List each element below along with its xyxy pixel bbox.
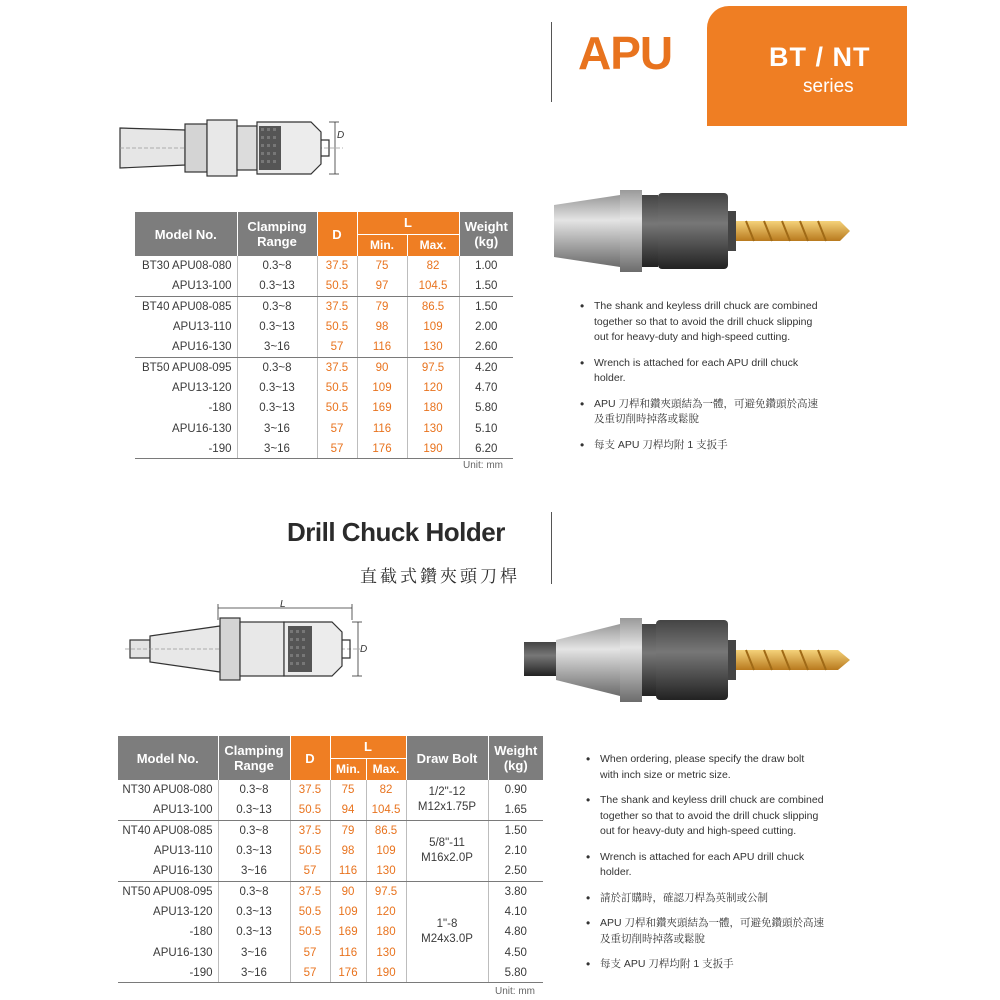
clamping-cell: 0.3~8: [218, 780, 290, 800]
model-cell: APU16-130: [118, 942, 218, 962]
l-max-cell: 130: [407, 337, 459, 357]
clamping-cell: 3~16: [237, 439, 317, 459]
l-min-cell: 79: [357, 297, 407, 317]
l-max-cell: 82: [407, 256, 459, 276]
model-cell: -180: [118, 922, 218, 942]
clamping-cell: 0.3~8: [218, 821, 290, 841]
bt-note-item: • The shank and keyless drill chuck are combined together so that to avoid the drill chuck slipping out for heavy-duty and high-speed cutting.: [578, 299, 818, 346]
model-cell: APU13-120: [135, 378, 237, 398]
d-cell: 57: [290, 963, 330, 983]
weight-cell: 4.50: [504, 946, 527, 959]
nt-technical-drawing: [120, 600, 380, 690]
table-row: [118, 881, 543, 901]
weight-cell: 2.60: [459, 337, 513, 357]
model-cell: BT50 APU08-095: [135, 357, 237, 377]
table-row: [135, 357, 513, 377]
weight-cell: 4.70: [475, 381, 498, 394]
model-cell: APU13-110: [135, 317, 237, 337]
table-row: [135, 297, 513, 317]
clamping-cell: 3~16: [218, 861, 290, 881]
d-cell: 50.5: [317, 276, 357, 296]
d-cell: 50.5: [290, 922, 330, 942]
clamping-cell: 3~16: [218, 942, 290, 962]
model-cell: APU13-120: [118, 902, 218, 922]
l-min-cell: 90: [330, 881, 366, 901]
clamping-cell: 0.3~13: [237, 276, 317, 296]
l-min-cell: 90: [357, 357, 407, 377]
d-cell: 57: [317, 439, 357, 459]
nt-product-photo: [520, 610, 860, 710]
nt-header-model: Model No.: [118, 736, 218, 780]
l-min-cell: 176: [357, 439, 407, 459]
l-min-cell: 116: [357, 418, 407, 438]
model-cell: BT30 APU08-080: [135, 256, 237, 276]
brand-title: APU: [578, 27, 673, 79]
d-cell: 37.5: [290, 881, 330, 901]
clamping-cell: 0.3~8: [218, 881, 290, 901]
clamping-cell: 3~16: [237, 337, 317, 357]
d-cell: 57: [290, 942, 330, 962]
nt-drawing-l-label: L: [280, 600, 286, 610]
l-min-cell: 169: [357, 398, 407, 418]
weight-cell: 1.50: [504, 824, 527, 837]
weight-cell: 2.10: [504, 845, 527, 858]
draw-bolt-metric: M16x2.0P: [421, 852, 473, 865]
bt-drawing-d-label: D: [337, 130, 345, 141]
bt-note-item: • 每支 APU 刀桿均附 1 支扳手: [578, 438, 818, 454]
bt-spec-table: [135, 212, 513, 459]
l-max-cell: 190: [407, 439, 459, 459]
d-cell: 57: [317, 337, 357, 357]
model-cell: BT40 APU08-085: [135, 297, 237, 317]
bt-product-photo: [550, 185, 860, 277]
table-row: [135, 439, 513, 459]
l-min-cell: 98: [330, 841, 366, 861]
l-max-cell: 86.5: [407, 297, 459, 317]
l-min-cell: 79: [330, 821, 366, 841]
l-min-cell: 116: [330, 861, 366, 881]
weight-cell: 6.20: [459, 439, 513, 459]
table-row: [135, 337, 513, 357]
draw-bolt-cell: [406, 780, 488, 821]
d-cell: 37.5: [317, 297, 357, 317]
weight-cell: 3.80: [504, 885, 527, 898]
table-row: [118, 821, 543, 841]
d-cell: 50.5: [317, 378, 357, 398]
series-tab: [707, 6, 907, 126]
clamping-cell: 0.3~13: [218, 902, 290, 922]
nt-header-clamping: Clamping Range: [218, 736, 290, 780]
weight-cell: 4.80: [504, 926, 527, 939]
clamping-cell: 0.3~13: [218, 922, 290, 942]
nt-notes: [584, 752, 824, 983]
l-max-cell: 120: [407, 378, 459, 398]
table-row: [135, 256, 513, 276]
draw-bolt-metric: M24x3.0P: [421, 933, 473, 946]
table-row: [135, 398, 513, 418]
model-cell: APU16-130: [135, 418, 237, 438]
d-cell: 37.5: [317, 357, 357, 377]
l-min-cell: 116: [330, 942, 366, 962]
model-cell: NT50 APU08-095: [118, 881, 218, 901]
l-max-cell: 104.5: [407, 276, 459, 296]
bt-header-l: L: [357, 212, 459, 234]
d-cell: 37.5: [290, 821, 330, 841]
l-min-cell: 94: [330, 800, 366, 820]
bt-notes: [578, 299, 818, 463]
weight-cell: 4.20: [475, 361, 498, 374]
d-cell: 50.5: [290, 902, 330, 922]
l-max-cell: 180: [366, 922, 406, 942]
d-cell: 57: [290, 861, 330, 881]
l-max-cell: 130: [366, 942, 406, 962]
model-cell: -190: [135, 439, 237, 459]
l-min-cell: 109: [330, 902, 366, 922]
d-cell: 50.5: [290, 841, 330, 861]
model-cell: APU13-100: [118, 800, 218, 820]
nt-header-max: Max.: [366, 758, 406, 780]
bt-header-max: Max.: [407, 234, 459, 256]
table-row: [135, 317, 513, 337]
clamping-cell: 0.3~13: [218, 841, 290, 861]
weight-cell: 4.10: [504, 905, 527, 918]
d-cell: 57: [317, 418, 357, 438]
draw-bolt-inch: 1"-8: [436, 918, 458, 931]
l-min-cell: 98: [357, 317, 407, 337]
nt-unit-note: Unit: mm: [495, 986, 535, 997]
nt-note-item: • 請於訂購時，確認刀桿為英制或公制: [584, 891, 824, 907]
bt-unit-note: Unit: mm: [463, 460, 503, 471]
bt-note-item: • Wrench is attached for each APU drill chuck holder.: [578, 356, 818, 387]
nt-note-item: • When ordering, please specify the draw bolt with inch size or metric size.: [584, 752, 824, 783]
weight-cell: 5.80: [488, 963, 543, 983]
nt-header-draw-bolt: Draw Bolt: [406, 736, 488, 780]
l-min-cell: 75: [330, 780, 366, 800]
draw-bolt-cell: [406, 821, 488, 882]
model-cell: NT40 APU08-085: [118, 821, 218, 841]
nt-header-l: L: [330, 736, 406, 758]
section-title-chinese: 直截式鑽夾頭刀桿: [360, 567, 520, 586]
nt-note-item: • APU 刀桿和鑽夾頭結為一體，可避免鑽頭於高速及重切削時掉落或鬆脫: [584, 916, 824, 947]
series-main: BT / NT: [769, 42, 871, 72]
l-max-cell: 130: [366, 861, 406, 881]
l-max-cell: 82: [366, 780, 406, 800]
l-max-cell: 120: [366, 902, 406, 922]
l-min-cell: 75: [357, 256, 407, 276]
l-max-cell: 130: [407, 418, 459, 438]
bt-header-clamping: Clamping Range: [237, 212, 317, 256]
draw-bolt-inch: 1/2"-12: [428, 786, 466, 799]
l-min-cell: 169: [330, 922, 366, 942]
model-cell: APU13-110: [118, 841, 218, 861]
d-cell: 50.5: [317, 317, 357, 337]
nt-header-min: Min.: [330, 758, 366, 780]
table-row: [135, 378, 513, 398]
model-cell: -190: [118, 963, 218, 983]
l-max-cell: 97.5: [366, 881, 406, 901]
l-max-cell: 180: [407, 398, 459, 418]
weight-cell: 1.50: [475, 300, 498, 313]
weight-cell: 5.80: [475, 402, 498, 415]
weight-cell: 2.00: [475, 321, 498, 334]
nt-drawing-d-label: D: [360, 644, 368, 655]
weight-cell: 1.00: [475, 260, 498, 273]
model-cell: APU16-130: [118, 861, 218, 881]
l-max-cell: 97.5: [407, 357, 459, 377]
draw-bolt-metric: M12x1.75P: [417, 801, 477, 814]
l-min-cell: 116: [357, 337, 407, 357]
l-max-cell: 109: [366, 841, 406, 861]
weight-cell: 5.10: [475, 422, 498, 435]
l-max-cell: 109: [407, 317, 459, 337]
l-min-cell: 109: [357, 378, 407, 398]
bt-technical-drawing: [115, 110, 355, 190]
draw-bolt-inch: 5/8"-11: [429, 837, 465, 850]
model-cell: APU16-130: [135, 337, 237, 357]
section-title: Drill Chuck Holder: [287, 517, 505, 547]
clamping-cell: 0.3~8: [237, 256, 317, 276]
table-row: [135, 276, 513, 296]
bt-header-d: D: [317, 212, 357, 256]
clamping-cell: 0.3~13: [237, 398, 317, 418]
clamping-cell: 3~16: [237, 418, 317, 438]
bt-note-item: • APU 刀桿和鑽夾頭結為一體，可避免鑽頭於高速及重切削時掉落或鬆脫: [578, 397, 818, 428]
d-cell: 37.5: [290, 780, 330, 800]
d-cell: 50.5: [317, 398, 357, 418]
nt-header-weight: Weight (kg): [488, 736, 543, 780]
d-cell: 50.5: [290, 800, 330, 820]
clamping-cell: 0.3~13: [218, 800, 290, 820]
bt-header-model: Model No.: [135, 212, 237, 256]
draw-bolt-cell: [406, 881, 488, 982]
weight-cell: 1.65: [488, 800, 543, 820]
nt-note-item: • Wrench is attached for each APU drill chuck holder.: [584, 850, 824, 881]
l-max-cell: 86.5: [366, 821, 406, 841]
clamping-cell: 3~16: [218, 963, 290, 983]
weight-cell: 2.50: [488, 861, 543, 881]
model-cell: -180: [135, 398, 237, 418]
clamping-cell: 0.3~13: [237, 317, 317, 337]
clamping-cell: 0.3~8: [237, 297, 317, 317]
l-max-cell: 190: [366, 963, 406, 983]
l-min-cell: 97: [357, 276, 407, 296]
l-min-cell: 176: [330, 963, 366, 983]
table-row: [118, 780, 543, 800]
weight-cell: 1.50: [459, 276, 513, 296]
bt-header-min: Min.: [357, 234, 407, 256]
nt-header-d: D: [290, 736, 330, 780]
series-sub: series: [803, 76, 854, 97]
bt-header-weight: Weight (kg): [459, 212, 513, 256]
model-cell: NT30 APU08-080: [118, 780, 218, 800]
clamping-cell: 0.3~8: [237, 357, 317, 377]
section-divider: [551, 512, 552, 584]
header-divider: [551, 22, 552, 102]
nt-note-item: • The shank and keyless drill chuck are combined together so that to avoid the drill chuck slipping out for heavy-duty and high-speed cutting.: [584, 793, 824, 840]
model-cell: APU13-100: [135, 276, 237, 296]
weight-cell: 0.90: [504, 784, 527, 797]
clamping-cell: 0.3~13: [237, 378, 317, 398]
nt-spec-table: [118, 736, 543, 983]
d-cell: 37.5: [317, 256, 357, 276]
nt-note-item: • 每支 APU 刀桿均附 1 支扳手: [584, 957, 824, 973]
l-max-cell: 104.5: [366, 800, 406, 820]
table-row: [135, 418, 513, 438]
